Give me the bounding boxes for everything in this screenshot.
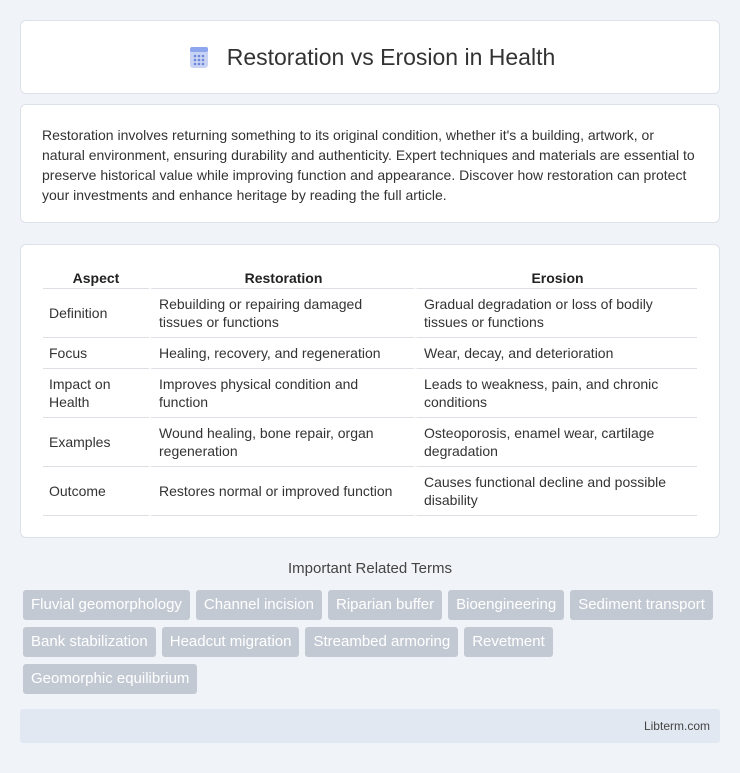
related-term-tag[interactable]: Riparian buffer xyxy=(328,590,442,620)
table-row xyxy=(43,338,697,369)
related-term-tag[interactable]: Streambed armoring xyxy=(305,627,458,657)
related-term-tag[interactable]: Fluvial geomorphology xyxy=(23,590,190,620)
table-row xyxy=(43,289,697,338)
table-cell-erosion: Wear, decay, and deterioration xyxy=(414,338,697,369)
table-cell-restoration: Restores normal or improved function xyxy=(149,467,414,516)
footer xyxy=(20,709,720,743)
table-cell-aspect: Impact on Health xyxy=(43,369,149,418)
related-term-tag[interactable]: Bank stabilization xyxy=(23,627,156,657)
related-term-tag[interactable]: Channel incision xyxy=(196,590,322,620)
comparison-table-card xyxy=(20,244,720,538)
table-cell-aspect: Definition xyxy=(43,289,149,338)
table-cell-restoration: Healing, recovery, and regeneration xyxy=(149,338,414,369)
table-row xyxy=(43,467,697,516)
table-cell-restoration: Wound healing, bone repair, organ regeneration xyxy=(149,418,414,467)
related-term-tag[interactable]: Geomorphic equilibrium xyxy=(23,664,197,694)
table-cell-aspect: Focus xyxy=(43,338,149,369)
related-term-tag[interactable]: Sediment transport xyxy=(570,590,713,620)
table-cell-erosion: Leads to weakness, pain, and chronic conditions xyxy=(414,369,697,418)
table-cell-restoration: Improves physical condition and function xyxy=(149,369,414,418)
table-cell-aspect: Examples xyxy=(43,418,149,467)
table-cell-restoration: Rebuilding or repairing damaged tissues or functions xyxy=(149,289,414,338)
related-term-tag[interactable]: Headcut migration xyxy=(162,627,300,657)
page-title: Restoration vs Erosion in Health xyxy=(226,43,556,70)
related-term-tag[interactable]: Bioengineering xyxy=(448,590,564,620)
footer-site-link[interactable]: Libterm.com xyxy=(643,719,710,733)
related-terms-list xyxy=(23,590,713,694)
document-icon xyxy=(185,43,213,71)
table-cell-erosion: Causes functional decline and possible disability xyxy=(414,467,697,516)
intro-card xyxy=(20,104,720,223)
related-term-tag[interactable]: Revetment xyxy=(464,627,553,657)
column-header-aspect: Aspect xyxy=(43,265,149,289)
comparison-table xyxy=(43,265,697,516)
column-header-erosion: Erosion xyxy=(414,265,697,289)
column-header-restoration: Restoration xyxy=(149,265,414,289)
table-cell-erosion: Gradual degradation or loss of bodily tissues or functions xyxy=(414,289,697,338)
table-row xyxy=(43,418,697,467)
title-card xyxy=(20,20,720,94)
related-terms-heading: Important Related Terms xyxy=(288,560,452,577)
table-cell-erosion: Osteoporosis, enamel wear, cartilage degradation xyxy=(414,418,697,467)
table-row xyxy=(43,369,697,418)
intro-text: Restoration involves returning something to its original condition, whether it's a building, artwork, or natural environment, ensuring durability and authenticity. Expert techniques and materials are essential to preserve historical value while improving function and appearance. Discover how restoration can protect your investments and enhance heritage by reading the full article. xyxy=(42,127,695,203)
table-header-row xyxy=(43,265,697,289)
table-cell-aspect: Outcome xyxy=(43,467,149,516)
